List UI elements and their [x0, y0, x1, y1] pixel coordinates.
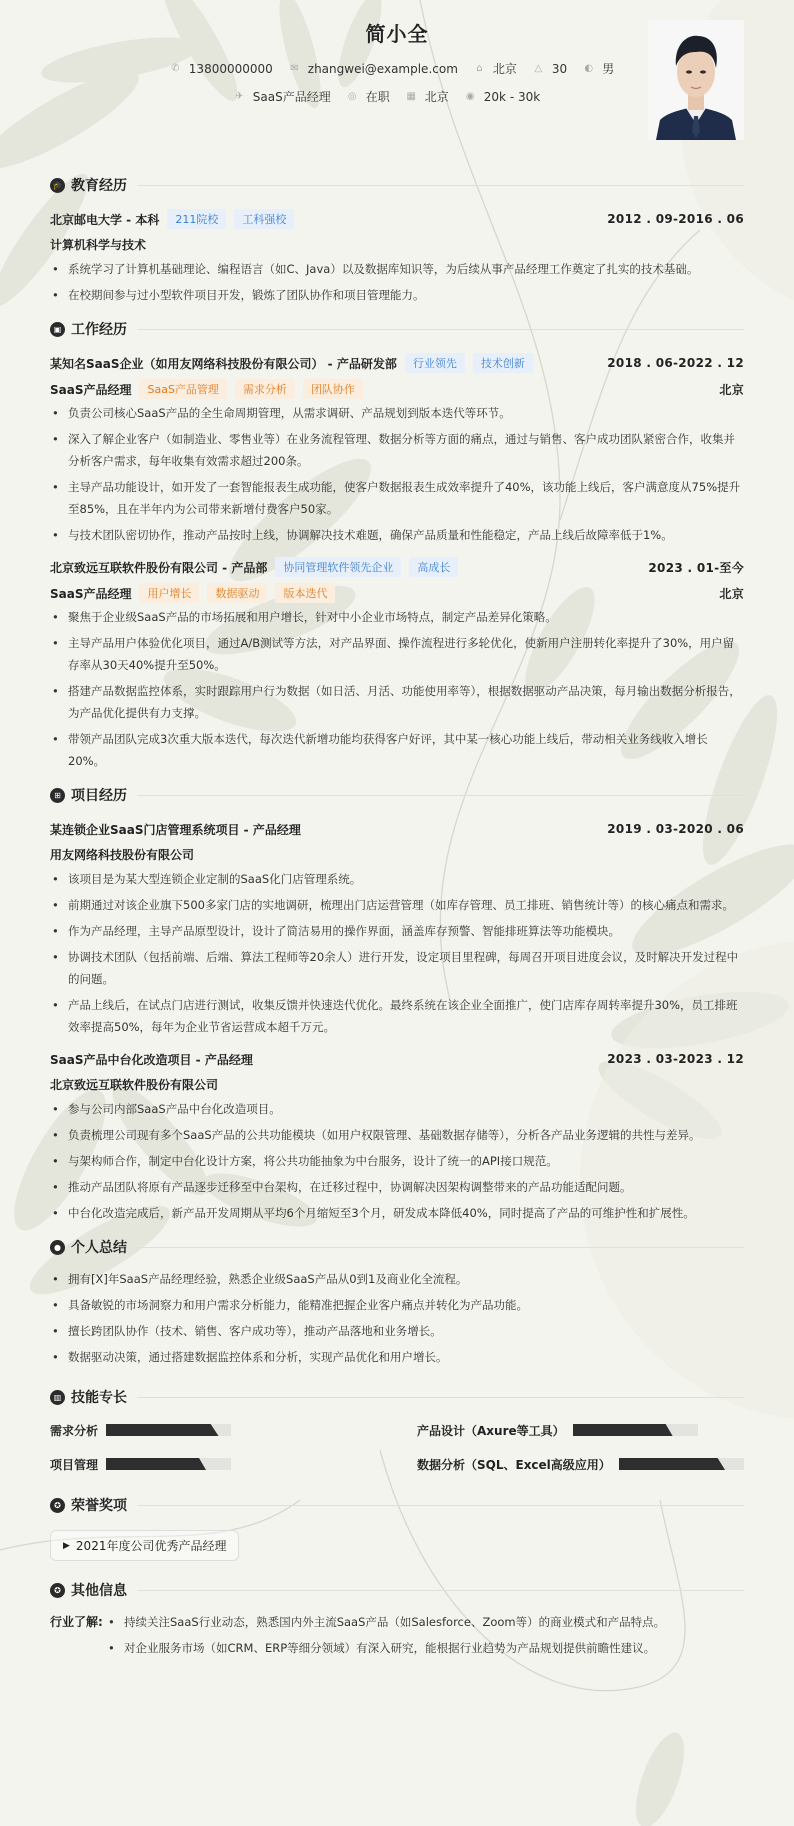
- company-name: 某知名SaaS企业（如用友网络科技股份有限公司） - 产品研发部: [50, 356, 397, 371]
- email-icon: ✉: [290, 63, 299, 74]
- skill-bar: [106, 1458, 231, 1470]
- skill-fill: [106, 1458, 206, 1470]
- list-item: • 系统学习了计算机基础理论、编程语言（如C、Java）以及数据库知识等，为后续从事产品经理工作奠定了扎实的技术基础。: [50, 258, 744, 280]
- project-company: 北京致远互联软件股份有限公司: [50, 1078, 219, 1092]
- info-icon: ✪: [50, 1583, 65, 1598]
- bullet-list: [106, 1611, 744, 1663]
- list-item: • 擅长跨团队协作（技术、销售、客户成功等），推动产品落地和业务增长。: [50, 1320, 744, 1342]
- age-icon: △: [534, 63, 543, 74]
- email: ✉ zhangwei@example.com: [290, 61, 458, 76]
- list-item: • 主导产品功能设计，如开发了一套智能报表生成功能，使客户数据报表生成效率提升了40%，该功能上线后，客户满意度从75%提升至85%，且在半年内为公司带来新增付费客户50家。: [50, 476, 744, 520]
- projects-section: [50, 780, 744, 1224]
- briefcase-icon: ▣: [50, 322, 65, 337]
- list-item: • 推动产品团队将原有产品逐步迁移至中台架构，在迁移过程中，协调解决因架构调整带来的产品功能适配问题。: [50, 1176, 744, 1198]
- list-item: • 数据驱动决策，通过搭建数据监控体系和分析，实现产品优化和用户增长。: [50, 1346, 744, 1368]
- section-title: 教育经历: [71, 178, 127, 194]
- list-item: • 该项目是为某大型连锁企业定制的SaaS化门店管理系统。: [50, 868, 744, 890]
- work-section: [50, 314, 744, 772]
- phone: ✆ 13800000000: [171, 61, 273, 76]
- bullet-list: [50, 868, 744, 1038]
- company-tag: 技术创新: [473, 353, 533, 373]
- project-entry: [50, 816, 744, 1038]
- skill-tag: 需求分析: [235, 379, 295, 399]
- awards-section: [50, 1490, 744, 1571]
- skills-grid: [50, 1418, 744, 1476]
- skills-section: [50, 1382, 744, 1476]
- bullet-list: [50, 606, 744, 772]
- skill-bar: [106, 1424, 231, 1436]
- list-item: • 聚焦于企业级SaaS产品的市场拓展和用户增长，针对中小企业市场特点，制定产品差异化策略。: [50, 606, 744, 628]
- location: 北京: [719, 382, 744, 397]
- award-item[interactable]: [50, 1530, 239, 1561]
- skill-item: [50, 1418, 377, 1442]
- section-title: 工作经历: [71, 322, 127, 338]
- bar-chart-icon: ▥: [50, 1390, 65, 1405]
- major: 计算机科学与技术: [50, 238, 147, 252]
- section-title: 个人总结: [71, 1240, 127, 1256]
- skill-item: [417, 1452, 744, 1476]
- other-label: 行业了解:: [50, 1615, 103, 1629]
- company-tag: 协同管理软件领先企业: [275, 557, 401, 577]
- project-company: 用友网络科技股份有限公司: [50, 848, 195, 862]
- list-item: • 负责梳理公司现有多个SaaS产品的公共功能模块（如用户权限管理、基础数据存储等），分析各产品业务逻辑的共性与差异。: [50, 1124, 744, 1146]
- skill-tag: 团队协作: [303, 379, 363, 399]
- summary-section: [50, 1232, 744, 1368]
- skill-fill: [619, 1458, 725, 1470]
- section-header: [50, 1575, 744, 1605]
- graduation-cap-icon: 🎓: [50, 178, 65, 193]
- salary: ◉ 20k - 30k: [465, 89, 541, 104]
- section-header: [50, 1490, 744, 1520]
- list-item: • 负责公司核心SaaS产品的全生命周期管理，从需求调研、产品规划到版本迭代等环节。: [50, 402, 744, 424]
- job-intent-row: [50, 88, 744, 105]
- divider: [137, 329, 744, 330]
- list-item: • 持续关注SaaS行业动态，熟悉国内外主流SaaS产品（如Salesforce、Zoom等）的商业模式和产品特点。: [106, 1611, 744, 1633]
- job-status: ◎ 在职: [347, 90, 390, 104]
- skill-label: 项目管理: [50, 1457, 99, 1472]
- company-tag: 行业领先: [405, 353, 465, 373]
- education-entry: [50, 206, 744, 306]
- triangle-right-icon: ▶: [63, 1540, 70, 1551]
- section-title: 荣誉奖项: [71, 1498, 127, 1514]
- section-header: [50, 1382, 744, 1412]
- job-role: SaaS产品经理: [50, 382, 132, 397]
- skill-fill: [106, 1424, 219, 1436]
- date-range: 2023 . 01-至今: [648, 560, 744, 575]
- portrait-photo-icon: [648, 20, 744, 140]
- list-item: • 主导产品用户体验优化项目，通过A/B测试等方法，对产品界面、操作流程进行多轮优化，使新用户注册转化率提升了30%，用户留存率从30天40%提升至50%。: [50, 632, 744, 676]
- skill-label: 数据分析（SQL、Excel高级应用）: [417, 1457, 611, 1472]
- skill-tag: 用户增长: [139, 583, 199, 603]
- list-item: • 作为产品经理，主导产品原型设计，设计了简洁易用的操作界面，涵盖库存预警、智能排班算法等功能模块。: [50, 920, 744, 942]
- skill-bar: [573, 1424, 698, 1436]
- date-range: 2018 . 06-2022 . 12: [607, 356, 744, 370]
- skill-label: 产品设计（Axure等工具）: [417, 1423, 565, 1438]
- candidate-name: 简小全: [365, 22, 429, 46]
- list-item: • 拥有[X]年SaaS产品经理经验，熟悉企业级SaaS产品从0到1及商业化全流程。: [50, 1268, 744, 1290]
- skill-fill: [573, 1424, 673, 1436]
- school-tag: 工科强校: [234, 209, 294, 229]
- project-entry: [50, 1046, 744, 1224]
- company-name: 北京致远互联软件股份有限公司 - 产品部: [50, 560, 268, 575]
- location: 北京: [719, 586, 744, 601]
- section-title: 其他信息: [71, 1583, 127, 1599]
- section-header: [50, 170, 744, 200]
- divider: [137, 1247, 744, 1248]
- other-section: [50, 1575, 744, 1663]
- divider: [137, 1590, 744, 1591]
- section-header: [50, 780, 744, 810]
- skill-item: [417, 1418, 744, 1442]
- industry-knowledge: [50, 1611, 744, 1663]
- bullet-list: [50, 1268, 744, 1368]
- award-label: 2021年度公司优秀产品经理: [75, 1539, 227, 1553]
- education-section: [50, 170, 744, 306]
- work-entry: [50, 350, 744, 546]
- project-name: 某连锁企业SaaS门店管理系统项目 - 产品经理: [50, 822, 301, 837]
- avatar: [648, 20, 744, 140]
- list-item: • 参与公司内部SaaS产品中台化改造项目。: [50, 1098, 744, 1120]
- project-name: SaaS产品中台化改造项目 - 产品经理: [50, 1052, 253, 1067]
- skill-label: 需求分析: [50, 1423, 99, 1438]
- home-icon: ⌂: [476, 63, 483, 74]
- divider: [137, 1397, 744, 1398]
- city-icon: ▦: [406, 91, 416, 102]
- list-item: • 协调技术团队（包括前端、后端、算法工程师等20余人）进行开发，设定项目里程碑，每周召开项目进度会议，及时解决开发过程中的问题。: [50, 946, 744, 990]
- list-item: • 对企业服务市场（如CRM、ERP等细分领域）有深入研究，能根据行业趋势为产品规划提供前瞻性建议。: [106, 1637, 744, 1659]
- gender-icon: ◐: [584, 63, 594, 74]
- contact-row: [50, 60, 744, 77]
- section-header: [50, 1232, 744, 1262]
- user-icon: ●: [50, 1240, 65, 1255]
- bullet-list: [50, 402, 744, 546]
- list-item: • 中台化改造完成后，新产品开发周期从平均6个月缩短至3个月，研发成本降低40%，同时提高了产品的可维护性和扩展性。: [50, 1202, 744, 1224]
- list-item: • 深入了解企业客户（如制造业、零售业等）在业务流程管理、数据分析等方面的痛点，通过与销售、客户成功团队紧密合作，收集并分析客户需求，每年收集有效需求超过200条。: [50, 428, 744, 472]
- award-icon: ✪: [50, 1498, 65, 1513]
- section-title: 技能专长: [71, 1390, 127, 1406]
- list-item: • 在校期间参与过小型软件项目开发，锻炼了团队协作和项目管理能力。: [50, 284, 744, 306]
- divider: [137, 795, 744, 796]
- hometown: ⌂ 北京: [474, 60, 517, 77]
- list-item: • 带领产品团队完成3次重大版本迭代，每次迭代新增功能均获得客户好评，其中某一核心功能上线后，带动相关业务线收入增长20%。: [50, 728, 744, 772]
- skill-bar: [619, 1458, 744, 1470]
- list-item: • 与架构师合作，制定中台化设计方案，将公共功能抽象为中台服务，设计了统一的API接口规范。: [50, 1150, 744, 1172]
- skill-tag: SaaS产品管理: [139, 379, 226, 399]
- school-name: 北京邮电大学 - 本科: [50, 212, 160, 227]
- target-job: ✈ SaaS产品经理: [235, 90, 331, 104]
- skill-tag: 数据驱动: [207, 583, 267, 603]
- section-title: 项目经历: [71, 788, 127, 804]
- date-range: 2023 . 03-2023 . 12: [607, 1052, 744, 1066]
- age: △ 30: [534, 61, 568, 76]
- bullet-list: [50, 258, 744, 306]
- gender: ◐ 男: [584, 62, 615, 76]
- list-item: • 产品上线后，在试点门店进行测试，收集反馈并快速迭代优化。最终系统在该企业全面推广，使门店库存周转率提升30%，员工排班效率提高50%，每年为企业节省运营成本超千万元。: [50, 994, 744, 1038]
- date-range: 2019 . 03-2020 . 06: [607, 822, 744, 836]
- grid-icon: ⊞: [50, 788, 65, 803]
- list-item: • 前期通过对该企业旗下500多家门店的实地调研，梳理出门店运营管理（如库存管理、员工排班、销售统计等）的核心痛点和需求。: [50, 894, 744, 916]
- skill-item: [50, 1452, 377, 1476]
- salary-icon: ◉: [465, 91, 475, 102]
- list-item: • 具备敏锐的市场洞察力和用户需求分析能力，能精准把握企业客户痛点并转化为产品功能。: [50, 1294, 744, 1316]
- phone-icon: ✆: [171, 63, 180, 74]
- target-city: ▦ 北京: [406, 90, 449, 104]
- job-role: SaaS产品经理: [50, 586, 132, 601]
- company-tag: 高成长: [409, 557, 458, 577]
- list-item: • 与技术团队密切协作，推动产品按时上线，协调解决技术难题，确保产品质量和性能稳定，产品上线后故障率低于1%。: [50, 524, 744, 546]
- section-header: [50, 314, 744, 344]
- skill-tag: 版本迭代: [275, 583, 335, 603]
- date-range: 2012 . 09-2016 . 06: [607, 212, 744, 226]
- divider: [137, 1505, 744, 1506]
- work-entry: [50, 554, 744, 772]
- bullet-list: [50, 1098, 744, 1224]
- divider: [137, 185, 744, 186]
- job-icon: ✈: [235, 91, 244, 102]
- school-tag: 211院校: [167, 209, 226, 229]
- status-icon: ◎: [347, 91, 357, 102]
- resume-header: [50, 0, 744, 170]
- list-item: • 搭建产品数据监控体系，实时跟踪用户行为数据（如日活、月活、功能使用率等），根据数据驱动产品决策，每月输出数据分析报告，为产品优化提供有力支撑。: [50, 680, 744, 724]
